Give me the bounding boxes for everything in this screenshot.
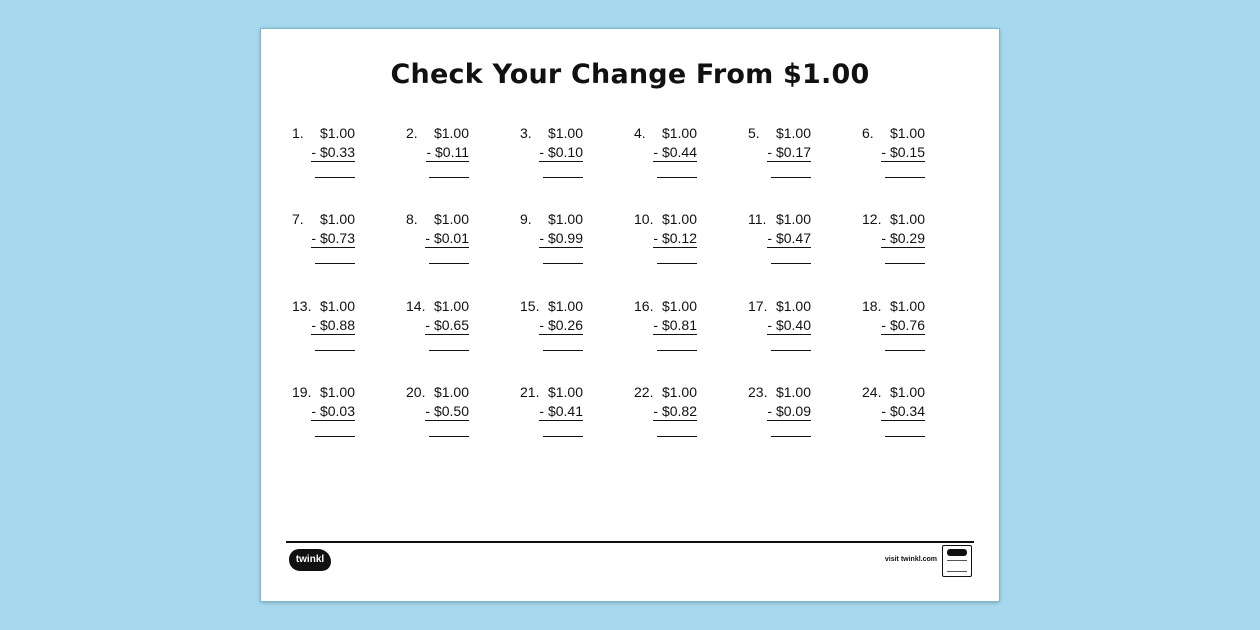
answer-blank[interactable] bbox=[771, 350, 811, 351]
answer-blank[interactable] bbox=[657, 263, 697, 264]
starting-amount: $1.00 bbox=[775, 383, 811, 400]
twinkl-logo: twinkl bbox=[289, 549, 331, 571]
problem-item bbox=[747, 211, 861, 297]
starting-amount: $1.00 bbox=[775, 297, 811, 314]
problem-item bbox=[405, 384, 519, 470]
subtract-amount: - $0.76 bbox=[881, 316, 925, 333]
problem-number: 13. bbox=[292, 297, 312, 314]
subtract-amount: - $0.41 bbox=[539, 402, 583, 419]
problem-number: 14. bbox=[406, 297, 426, 314]
subtract-amount: - $0.81 bbox=[653, 316, 697, 333]
problem-item bbox=[405, 211, 519, 297]
answer-blank[interactable] bbox=[429, 350, 469, 351]
subtract-amount: - $0.12 bbox=[653, 230, 697, 247]
starting-amount: $1.00 bbox=[889, 383, 925, 400]
problem-number: 21. bbox=[520, 383, 540, 400]
starting-amount: $1.00 bbox=[319, 125, 355, 141]
starting-amount: $1.00 bbox=[661, 297, 697, 314]
problem-number: 18. bbox=[862, 297, 882, 314]
problem-number: 17. bbox=[748, 297, 768, 314]
starting-amount: $1.00 bbox=[433, 125, 469, 141]
problem-number: 2. bbox=[406, 125, 418, 141]
answer-blank[interactable] bbox=[543, 350, 583, 351]
answer-blank[interactable] bbox=[429, 177, 469, 178]
answer-blank[interactable] bbox=[543, 177, 583, 178]
starting-amount: $1.00 bbox=[661, 211, 697, 228]
problem-item bbox=[519, 211, 633, 297]
worksheet-page bbox=[261, 29, 999, 601]
starting-amount: $1.00 bbox=[319, 297, 355, 314]
answer-blank[interactable] bbox=[429, 263, 469, 264]
starting-amount: $1.00 bbox=[547, 211, 583, 228]
subtract-amount: - $0.73 bbox=[311, 230, 355, 247]
problem-number: 15. bbox=[520, 297, 540, 314]
problem-item bbox=[291, 384, 405, 470]
problem-item bbox=[291, 211, 405, 297]
problem-item bbox=[633, 211, 747, 297]
starting-amount: $1.00 bbox=[319, 383, 355, 400]
problem-grid bbox=[291, 125, 975, 470]
starting-amount: $1.00 bbox=[775, 125, 811, 141]
problem-item bbox=[633, 125, 747, 211]
problem-number: 1. bbox=[292, 125, 304, 141]
visit-website-text: visit twinkl.com bbox=[884, 556, 937, 563]
problem-item bbox=[747, 125, 861, 211]
problem-item bbox=[519, 125, 633, 211]
problem-number: 20. bbox=[406, 383, 426, 400]
subtract-amount: - $0.26 bbox=[539, 316, 583, 333]
answer-blank[interactable] bbox=[885, 177, 925, 178]
answer-blank[interactable] bbox=[315, 436, 355, 437]
quality-badge-icon bbox=[942, 545, 972, 577]
problem-number: 8. bbox=[406, 211, 418, 228]
answer-blank[interactable] bbox=[315, 350, 355, 351]
subtract-amount: - $0.33 bbox=[311, 144, 355, 160]
answer-blank[interactable] bbox=[657, 350, 697, 351]
problem-number: 3. bbox=[520, 125, 532, 141]
starting-amount: $1.00 bbox=[889, 125, 925, 141]
problem-item bbox=[633, 384, 747, 470]
problem-item bbox=[405, 298, 519, 384]
problem-number: 12. bbox=[862, 211, 882, 228]
answer-blank[interactable] bbox=[657, 436, 697, 437]
problem-item bbox=[861, 211, 975, 297]
answer-blank[interactable] bbox=[885, 436, 925, 437]
answer-blank[interactable] bbox=[885, 350, 925, 351]
problem-number: 11. bbox=[748, 211, 767, 228]
problem-number: 23. bbox=[748, 383, 768, 400]
problem-item bbox=[861, 384, 975, 470]
problem-number: 6. bbox=[862, 125, 874, 141]
starting-amount: $1.00 bbox=[547, 125, 583, 141]
subtract-amount: - $0.09 bbox=[767, 402, 811, 419]
problem-item bbox=[519, 298, 633, 384]
problem-number: 4. bbox=[634, 125, 646, 141]
starting-amount: $1.00 bbox=[319, 211, 355, 228]
starting-amount: $1.00 bbox=[889, 211, 925, 228]
answer-blank[interactable] bbox=[771, 436, 811, 437]
problem-number: 16. bbox=[634, 297, 654, 314]
problem-item bbox=[291, 298, 405, 384]
starting-amount: $1.00 bbox=[433, 383, 469, 400]
starting-amount: $1.00 bbox=[889, 297, 925, 314]
subtract-amount: - $0.65 bbox=[425, 316, 469, 333]
answer-blank[interactable] bbox=[543, 436, 583, 437]
problem-number: 9. bbox=[520, 211, 532, 228]
problem-item bbox=[861, 298, 975, 384]
starting-amount: $1.00 bbox=[433, 211, 469, 228]
answer-blank[interactable] bbox=[315, 263, 355, 264]
answer-blank[interactable] bbox=[315, 177, 355, 178]
answer-blank[interactable] bbox=[771, 263, 811, 264]
problem-item bbox=[291, 125, 405, 211]
starting-amount: $1.00 bbox=[433, 297, 469, 314]
footer-divider bbox=[286, 541, 974, 543]
subtract-amount: - $0.03 bbox=[311, 402, 355, 419]
subtract-amount: - $0.40 bbox=[767, 316, 811, 333]
problem-item bbox=[633, 298, 747, 384]
problem-number: 19. bbox=[292, 383, 312, 400]
subtract-amount: - $0.10 bbox=[539, 144, 583, 160]
answer-blank[interactable] bbox=[771, 177, 811, 178]
problem-number: 5. bbox=[748, 125, 760, 141]
starting-amount: $1.00 bbox=[547, 383, 583, 400]
answer-blank[interactable] bbox=[543, 263, 583, 264]
subtract-amount: - $0.99 bbox=[539, 230, 583, 247]
subtract-amount: - $0.44 bbox=[653, 144, 697, 160]
problem-number: 22. bbox=[634, 383, 654, 400]
problem-number: 7. bbox=[292, 211, 304, 228]
subtract-amount: - $0.47 bbox=[767, 230, 811, 247]
problem-item bbox=[519, 384, 633, 470]
starting-amount: $1.00 bbox=[547, 297, 583, 314]
subtract-amount: - $0.88 bbox=[311, 316, 355, 333]
answer-blank[interactable] bbox=[657, 177, 697, 178]
problem-number: 10. bbox=[634, 211, 654, 228]
problem-item bbox=[861, 125, 975, 211]
starting-amount: $1.00 bbox=[661, 125, 697, 141]
worksheet-title: Check Your Change From $1.00 bbox=[390, 59, 870, 90]
subtract-amount: - $0.29 bbox=[881, 230, 925, 247]
subtract-amount: - $0.01 bbox=[425, 230, 469, 247]
subtract-amount: - $0.17 bbox=[767, 144, 811, 160]
starting-amount: $1.00 bbox=[775, 211, 811, 228]
subtract-amount: - $0.82 bbox=[653, 402, 697, 419]
subtract-amount: - $0.34 bbox=[881, 402, 925, 419]
answer-blank[interactable] bbox=[429, 436, 469, 437]
problem-item bbox=[747, 298, 861, 384]
subtract-amount: - $0.11 bbox=[426, 144, 469, 160]
subtract-amount: - $0.50 bbox=[425, 402, 469, 419]
problem-item bbox=[405, 125, 519, 211]
problem-item bbox=[747, 384, 861, 470]
problem-number: 24. bbox=[862, 383, 882, 400]
answer-blank[interactable] bbox=[885, 263, 925, 264]
subtract-amount: - $0.15 bbox=[881, 144, 925, 160]
starting-amount: $1.00 bbox=[661, 383, 697, 400]
